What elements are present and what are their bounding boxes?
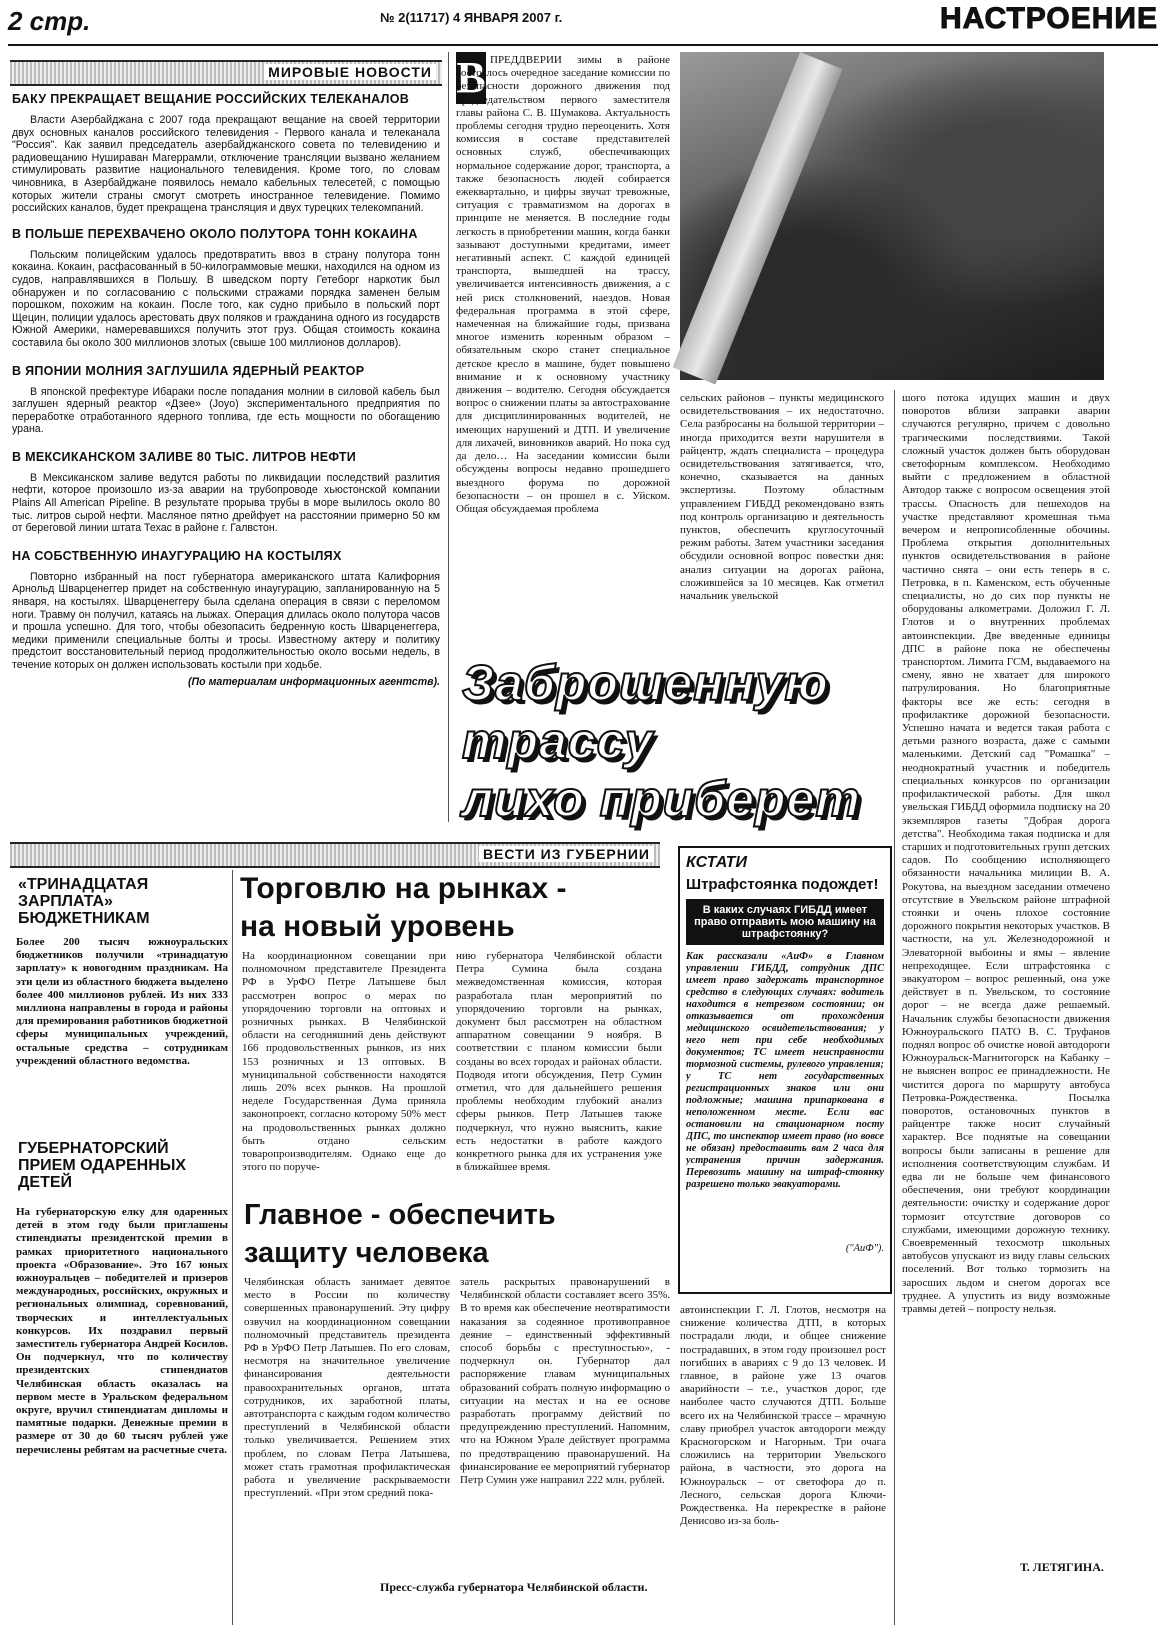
kstati-box	[678, 846, 892, 1294]
world-news-label: МИРОВЫЕ НОВОСТИ	[264, 64, 436, 80]
kstati-text: Как рассказали «АиФ» в Главном управлении ГИБДД, сотрудник ДПС имеет право задержать транспортное средство в следующих случаях: водитель находится в нетрезвом состоянии; он отказывается от прохождения медицинского освидетельствования; у него нет при себе необходимых документов; ТС имеет неисправности тормозной системы, рулевого управления; у ТС нет государственных регистрационных знаков или они подложные; машина припаркована в неположенном месте. Если вас остановили на стационарном посту ДПС, то инспектор имеет право (но вовсе не обязан) предоставить вам 2 часа для устранения причин задержания. Перевозить машину на штраф-стоянку разрешено только эвакуаторами.	[686, 951, 884, 1190]
page-number: 2 стр.	[8, 6, 91, 36]
road-column-3: шого потока идущих машин и двух поворотов вблизи заправки аварии случаются регулярно, причем с довольно трагическими последствиями. Такой сложный участок должен быть оборудован светофорным комплексом. Необходимо выйти с предложением в областной Автодор также с вопросом освещения этой трассы. Опасность для пешеходов на участке представляют кромешная тьма вечером и непрописобленные обочины. Проблема открытия дополнительных пунктов освидетельствования в районе частично снята – они есть теперь в с. Петровка, в п. Каменском, есть обученные специалисты, но до сих пор пункты не оборудованы алкометрами. Доложил Г. Л. Глотов и о внутренних проблемах автоинспекции. Две введенные единицы ДПС в районе пока не обеспечены транспортом. Лимита ГСМ, выдаваемого на смену, явно не хватает для широкого патрулирования. Но благоприятные факторы все же есть: сегодня в профилактике дорожной безопасности. Успешно начата и ведется такая работа с детьми разного возраста, даже с самыми маленькими. Детский сад "Ромашка" – неоднократный участник и победитель специальных конкурсов по организации профилактической работы. Для школ увельская ГИБДД оформила подписку на 20 экземпляров газеты "Добрая дорога детства". Необходима такая подписка и для старших и подготовительных групп детских садов. По сообщению исполняющего обязанности начальника милиции В. А. Рокутова, на выездном заседании отмечено отсутствие в Увельском районе штрафной стоянки и очень плохое состояние дорожного покрытия некоторых участков. В частности, на ул. Железнодорожной и Элеваторной выбоины и ямы – явление непреходящее. Если штрафстоянка с эвакуатором – вопрос решенный, она уже действует в п. Увельском, то состояние дорог – не всегда даже решаемый. Начальник службы безопасности движения Южноуральского ПАТО В. С. Труфанов поднял вопрос об очистке новой автодороги Южноуральск-Магнитогорск на Кабанку – не выяснен вопрос ее принадлежности. Не чистится дорога по маршруту автобуса Петровка-Рождественка. Посылка поворотов, остановочных пунктов в райцентре также носит случайный характер. Все поднятые на совещании вопросы были записаны в решение для исполнения соответствующим службам. И едва ли не больше чем финансового обеспечения, они требуют координации деятельности: очистку и содержание дорог тормозит отсутствие договоров со службами, имеющими дорожную технику. Своевременный техосмотр школьных автобусов упускают из виду главы сельских поселений. Вот только тормозить на заросших льдом и снегом дорогах все труднее. А упустить из виду возможные травмы детей – попросту нельзя.	[902, 392, 1110, 1316]
press-service: Пресс-служба губернатора Челябинской области.	[380, 1580, 648, 1594]
world-item-4-title: В МЕКСИКАНСКОМ ЗАЛИВЕ 80 ТЫС. ЛИТРОВ НЕФТИ	[12, 449, 357, 464]
world-item-1-title: БАКУ ПРЕКРАЩАЕТ ВЕЩАНИЕ РОССИЙСКИХ ТЕЛЕКАНАЛОВ	[12, 92, 410, 106]
market-column-1: На координационном совещании при полномочном представителе Президента РФ в УрФО Петре Латышеве был рассмотрен вопрос о мерах по упорядочению торговли на оптовых и розничных рынках. В Челябинской области на сегодняшний день действуют 166 продовольственных рынков, из них 153 розничных и 13 оптовых. В муниципальной собственности находятся лишь 20% всех рынков. На прошлой неделе Государственная Дума приняла законопроект, согласно которому 50% мест на продовольственных рынках должно быть отдано сельским товаропроизводителям. Однако еще до этого по поруче-	[242, 950, 446, 1174]
market-title-line-2: на новый уровень	[240, 910, 515, 943]
regions-label: ВЕСТИ ИЗ ГУБЕРНИИ	[479, 846, 654, 862]
market-title	[240, 870, 660, 946]
road-column-1: ПРЕДДВЕРИИ зимы в районе состоялось очередное заседание комиссии по безопасности дорожного движения под председательством первого заместителя главы района С. В. Шумакова. Актуальность проблемы сегодня трудно переоценить. Хотя комиссия в составе представителей основных служб, обеспечивающих нормальное содержание дорог, транспорта, а также безопасность людей собирается ежеквартально, и цифры звучат тревожные, ситуация с травматизмом на дорогах в принципе не меняется. В последние годы легкость в приобретении машин, когда банки зазывают доступными кредитами, имеет негативный аспект. С каждой единицей транспорта, вышедшей на трассу, увеличивается интенсивность движения, а с ней риск столкновений, наездов. Новая федеральная программа в этой сфере, намеченная на ближайшие годы, призвана многое изменить коренным образом – обязательным скоро станет специальное детское кресло в машине, будет повышено внимание и к основному участнику движения – водителю. Сегодня обсуждается вопрос о снижении платы за автострахование для дисциплинированных водителей, не имеющих нарушений и ДТП. И увеличение для лихачей, виновников аварий. Но пока суд да дело… На заседании комиссии были обсуждены вопросы недавно прошедшего выездного форума по дорожной безопасности – он прошел в с. Уйском. Общая обсуждаемая проблема	[456, 54, 670, 515]
world-item-3-text: В японской префектуре Ибараки после попадания молнии в силовой кабель был заглушен ядерный реактор «Дзее» (Joyo) экспериментального предприятия по переработке отработанного ядерного топлива, где есть мощности по обогащению урана.	[12, 385, 440, 436]
header-rule	[8, 44, 1158, 46]
reception-title: ГУБЕРНАТОРСКИЙ ПРИЕМ ОДАРЕННЫХ ДЕТЕЙ	[18, 1140, 187, 1191]
safety-title	[244, 1196, 664, 1272]
reception-text: На губернаторскую елку для одаренных детей в этом году были приглашены стипендиаты президентской премии в рамках приоритетного национального проекта «Образование». Это 167 юных южноуральцев – победителей и призеров международных, российских, окружных и региональных олимпиад, соревнований, творческих и интеллектуальных конкурсов. Их поздравил первый заместитель губернатора Андрей Косилов. Он подчеркнул, что по количеству президентских стипендиатов Челябинская область оказалась на первом месте в Уральском федеральном округе, вручил стипендиатам дипломы и памятные подарки. Денежные премии в размере от 30 до 60 тысяч рублей уже перечислены ребятам на расчетные счета.	[16, 1206, 228, 1456]
bonus-text: Более 200 тысяч южноуральских бюджетников получили «тринадцатую зарплату» к новогодним праздникам. На эти цели из областного бюджета выделено более 400 миллионов рублей. Из них 333 миллиона направлены в города и районы для премирования работников бюджетной сферы муниципальных учреждений, остальные средства – сотрудникам учреждений областного ведомства.	[16, 936, 228, 1067]
safety-title-line-2: защиту человека	[244, 1237, 489, 1269]
world-item-2-title: В ПОЛЬШЕ ПЕРЕХВАЧЕНО ОКОЛО ПОЛУТОРА ТОНН КОКАИНА	[12, 226, 418, 241]
column-rule	[232, 870, 233, 1625]
issue-info: № 2(11717) 4 ЯНВАРЯ 2007 г.	[380, 10, 563, 25]
column-rule	[894, 390, 895, 1625]
market-title-line-1: Торговлю на рынках -	[240, 872, 567, 905]
photo-pole	[673, 52, 843, 384]
world-item-2-text: Польским полицейским удалось предотвратить ввоз в страну полутора тонн кокаина. Кокаин, расфасованный в 50-килограммовые мешки, находился на одном из судов, направлявшихся в Польшу. В шведском порту Гетеборг наркотик был обнаружен и по согласованию с польскими стражами порядка заменен белым порошком, похожим на кокаин. После того, как судно прибыло в польский порт Щецин, полиции удалось арестовать двух поляков и гражданина одного из государств Южной Америки, намеревавшихся получить этот груз. Общая стоимость кокаина составила бы около 300 миллионов злотых (свыше 100 миллионов долларов).	[12, 248, 440, 349]
road-column-2: сельских районов – пункты медицинского освидетельствования – их недостаточно. Села разбросаны на большой территории – иногда приходится везти нарушителя в райцентр, ждать специалиста – процедура освидетельствования затягивается, что, конечно, сказывается на данных экспертизы. Поэтому областным управлением ГИБДД рекомендовано взять под контроль организацию и деятельность пунктов, обеспечить круглосуточный режим работы. Затем участники заседания обсудили основной вопрос повестки дня: анализ ситуации на дорогах района, сложившейся за 10 месяцев. Как отметил начальник увельской	[680, 392, 884, 603]
kstati-title: Штрафстоянка подождет!	[686, 876, 879, 893]
regions-banner	[10, 842, 660, 868]
safety-title-line-1: Главное - обеспечить	[244, 1199, 556, 1231]
world-item-5-title: НА СОБСТВЕННУЮ ИНАУГУРАЦИЮ НА КОСТЫЛЯХ	[12, 548, 342, 563]
world-item-5-text: Повторно избранный на пост губернатора американского штата Калифорния Арнольд Шварценеггер придет на собственную инаугурацию, запланированную на 5 января, на костылях. Шварценеггеру была сделана операция в связи с переломом ноги. Травму он получил, катаясь на лыжах. Операция длилась около полутора часов и прошла успешно. Для того, чтобы обезопасить бедренную кость Шварценеггера, медики применили специальные болты и тросы. Известному актеру и политику предстоит восстановительный период продолжительностью около восьми недель, в течение которых он должен использовать костыли при ходьбе.	[12, 570, 440, 671]
road-accident-photo	[680, 52, 1104, 380]
world-item-4-text: В Мексиканском заливе ведутся работы по ликвидации последствий разлития нефти, которое произошло из-за аварии на трубопроводе хьюстонской компании Plains All American Pipeline. В результате прорыва трубы в море вылилось около 80 тыс. литров сырой нефти. Масляное пятно дрейфует на расстоянии примерно 50 км от береговой линии штата Техас в районе г. Галвстон.	[12, 471, 440, 535]
safety-column-2: затель раскрытых правонарушений в Челябинской области составляет всего 35%. В то время как обеспечение неотвратимости наказания за содеянное противоправное деяние – единственный эффективный способ борьбы с преступностью», - подчеркнул он. Губернатор дал распоряжение главам муниципальных образований собрать полную информацию о ситуации на местах и на ее основе разработать программу действий по предупреждению преступлений. Напомним, что на Южном Урале действует программа по предотвращению правонарушений. На финансирование ее мероприятий губернатор Петр Сумин уже направил 222 млн. рублей.	[460, 1276, 670, 1487]
road-headline	[462, 654, 892, 828]
world-news-banner	[10, 60, 442, 86]
kstati-question: В каких случаях ГИБДД имеет право отправить мою машину на штрафстоянку?	[686, 899, 884, 945]
market-column-2: нию губернатора Челябинской области Петра Сумина была создана межведомственная комиссия, которая разработала план мероприятий по упорядочению торговли на рынках, документ был рассмотрен на областном аппаратном совещании 9 ноября. В соответствии с планом комиссии были созданы во всех городах и районах области. Подводя итоги обсуждения, Петр Сумин отметил, что для дальнейшего решения проблемы необходим глубокий анализ сферы рынков. Петр Латышев также подчеркнул, что нужно выяснить, какие есть недостатки в работе каждого конкретного рынка для их устранения уже в ближайшее время.	[456, 950, 662, 1174]
road-headline-line-3: лихо приберет	[462, 771, 861, 827]
column-rule	[448, 52, 449, 822]
road-dropcap: В	[456, 53, 486, 102]
world-news-column	[12, 92, 440, 688]
road-column-4: автоинспекции Г. Л. Глотов, несмотря на снижение количества ДТП, в которых пострадали люди, и общее снижение пострадавших, в этом году произошел рост погибших в авариях с 9 до 13 человек. И главное, в районе уже 13 очагов аварийности – т.е., участков дорог, где наиболее часто случаются ДТП. Больше всего их на Челябинской трассе – мрачную славу приобрел участок автодороги между Красногорском и Нагорным. Три очага сложились на территории Увельского района, в частности, это дорога на Южноуральск – от светофора до п. Лесного, сельская дорога Ключи-Рождественка. На перекрестке в районе Денисово из-за боль-	[680, 1304, 886, 1528]
world-item-1-text: Власти Азербайджана с 2007 года прекращают вещание на своей территории двух основных каналов российского телевидения - Первого канала и телеканала "Россия". Как заявил председатель азербайджанского совета по телевидению и радиовещанию Нушираван Магеррамли, отключение трансляции вызвано желанием стимулировать развитие национального телевидения. Кроме того, по словам чиновника, в Азербайджане появилось немало кабельных телесетей, с помощью которых жители страны смогут смотреть иностранное телевидение. Помимо российских каналов, будет прекращена трансляция и двух турецких телекомпаний.	[12, 114, 440, 215]
world-item-3-title: В ЯПОНИИ МОЛНИЯ ЗАГЛУШИЛА ЯДЕРНЫЙ РЕАКТОР	[12, 363, 365, 378]
safety-column-1: Челябинская область занимает девятое место в России по количеству совершенных правонарушений. Эту цифру озвучил на координационном совещании полномочный представитель президента РФ в УрФО Петр Латышев. По его словам, несмотря на значительное увеличение финансирования деятельности правоохранительных органов, штата сотрудников, их заработной платы, автотранспорта с каждым годом количество преступлений в Челябинской области только увеличивается. Решением этих проблем, по словам Петра Латышева, может стать грамотная профилактическая работа и увеличение раскрываемости преступлений. «При этом средний пока-	[244, 1276, 450, 1500]
section-title: НАСТРОЕНИЕ	[939, 2, 1158, 35]
kstati-label: КСТАТИ	[686, 854, 747, 871]
road-author: Т. ЛЕТЯГИНА.	[1020, 1560, 1104, 1574]
bonus-title: «ТРИНАДЦАТАЯ ЗАРПЛАТА» БЮДЖЕТНИКАМ	[18, 876, 150, 927]
road-headline-line-2: трассу	[462, 713, 654, 769]
world-news-source: (По материалам информационных агентств).	[188, 675, 440, 688]
kstati-source: ("АиФ").	[845, 1243, 884, 1254]
road-headline-line-1: Заброшенную	[462, 655, 829, 711]
